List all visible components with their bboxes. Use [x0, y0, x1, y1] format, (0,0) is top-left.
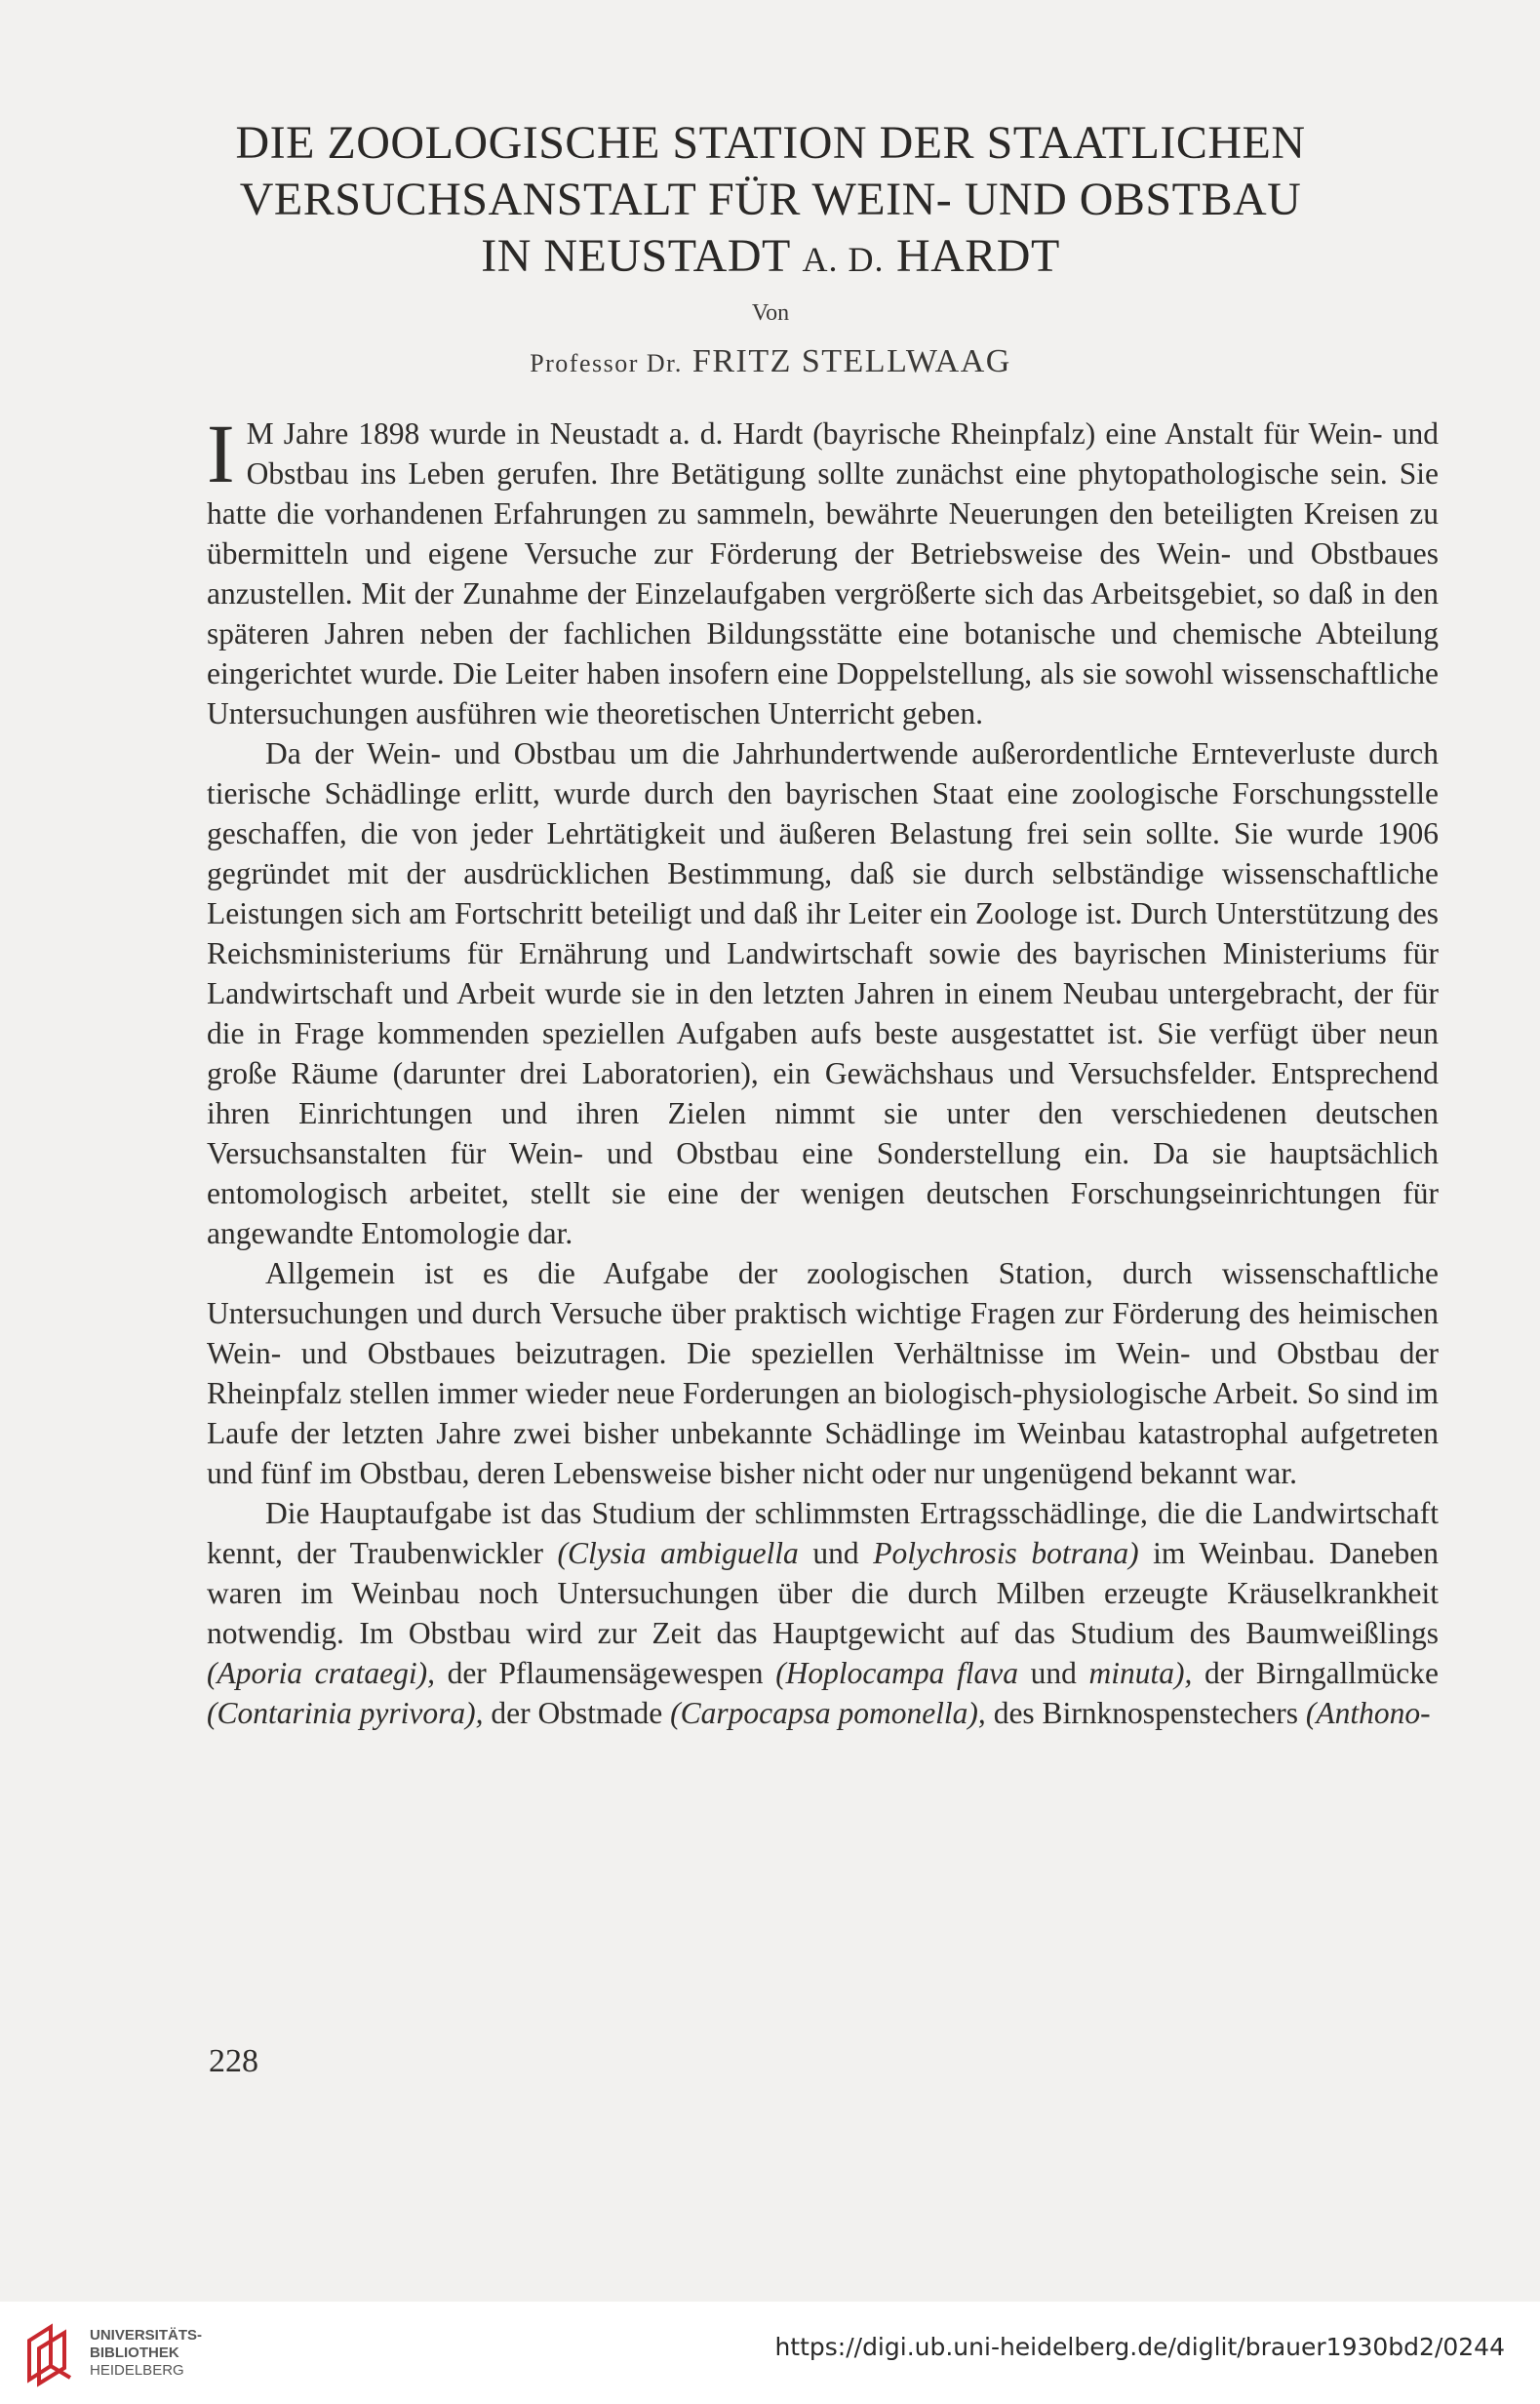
p4-text-b: und	[798, 1536, 874, 1570]
source-url-link[interactable]: https://digi.ub.uni-heidelberg.de/diglit/brauer1930bd2/0244	[774, 2333, 1505, 2361]
p4-species-3: (Aporia crataegi),	[207, 1656, 435, 1690]
p4-text-f: der Birngallmücke	[1192, 1656, 1440, 1690]
viewer-footer	[0, 2302, 1540, 2404]
page-number: 228	[209, 2043, 258, 2079]
library-name-line-2: BIBLIOTHEK	[90, 2345, 179, 2361]
drop-cap: I	[207, 407, 235, 500]
paragraph-1	[207, 407, 1439, 733]
p4-text-d: der Pflaumensägewespen	[434, 1656, 776, 1690]
p4-text-h: des Birnknospenstechers	[985, 1696, 1306, 1730]
p4-species-2: Polychrosis botrana)	[873, 1536, 1139, 1570]
article-title	[146, 115, 1395, 288]
p4-species-7: (Carpocapsa pomonella),	[670, 1696, 986, 1730]
paragraph-1-text: M Jahre 1898 wurde in Neustadt a. d. Hardt (bayrische Rheinpfalz) eine Anstalt für Wein- und Obstbau ins Leben gerufen. Ihre Betätigung sollte zunächst eine phytopathologische sein. Sie hatte die vorhandenen Erfahrungen zu sammeln, bewährte Neuerungen den beteiligten Kreisen zu übermitteln und eigene Versuche zur Förderung der Betriebsweise des Wein- und Obstbaues anzustellen. Mit der Zunahme der Einzelaufgaben vergrößerte sich das Arbeitsgebiet, so daß in den späteren Jahren neben der fachlichen Bildungsstätte eine botanische und chemische Abteilung eingerichtet wurde. Die Leiter haben insofern eine Doppelstellung, als sie sowohl wissenschaftliche Untersuchungen ausführen wie theoretischen Unterricht geben.	[207, 416, 1439, 730]
byline-author	[146, 343, 1395, 380]
p4-text-c: im Weinbau. Daneben waren im Weinbau noch Untersuchungen über die durch Milben erzeugte Kräuselkrankheit notwendig. Im Obstbau wird zur Zeit das Hauptgewicht auf das Studium des Baumweißlings	[207, 1536, 1439, 1650]
library-name	[90, 2327, 202, 2380]
article-body	[207, 407, 1440, 1733]
title-line-3	[146, 228, 1395, 288]
ub-heidelberg-logo-icon	[21, 2319, 78, 2387]
p4-species-1: (Clysia ambiguella	[557, 1536, 799, 1570]
p4-species-6: (Contarinia pyrivora),	[207, 1696, 484, 1730]
p4-species-8: (Anthono-	[1305, 1696, 1431, 1730]
paragraph-4	[207, 1493, 1439, 1733]
library-name-line-1: UNIVERSITÄTS-	[90, 2327, 203, 2344]
author-prefix: Professor Dr.	[530, 349, 683, 377]
paragraph-3: Allgemein ist es die Aufgabe der zoologischen Station, durch wissenschaftliche Untersuchungen und durch Versuche über praktisch wichtige Fragen zur Förderung des heimischen Wein- und Obstbaues beizutragen. Die speziellen Verhältnisse im Wein- und Obstbau der Rheinpfalz stellen immer wieder neue Forderungen an biologisch-physiologische Arbeit. So sind im Laufe der letzten Jahre zwei bisher unbekannte Schädlinge im Weinbau katastrophal aufgetreten und fünf im Obstbau, deren Lebensweise bisher nicht oder nur ungenügend bekannt war.	[207, 1256, 1439, 1490]
paragraph-2: Da der Wein- und Obstbau um die Jahrhundertwende außerordentliche Ernteverluste durch tierische Schädlinge erlitt, wurde durch den bayrischen Staat eine zoologische Forschungsstelle geschaffen, die von jeder Lehrtätigkeit und äußeren Belastung frei sein sollte. Sie wurde 1906 gegründet mit der ausdrücklichen Bestimmung, daß sie durch selbständige wissenschaftliche Leistungen sich am Fortschritt beteiligt und daß ihr Leiter ein Zoologe ist. Durch Unterstützung des Reichsministeriums für Ernährung und Landwirtschaft sowie des bayrischen Ministeriums für Landwirtschaft und Arbeit wurde sie in den letzten Jahren in einem Neubau untergebracht, der für die in Frage kommenden speziellen Aufgaben aufs beste ausgestattet ist. Sie verfügt über neun große Räume (darunter drei Laboratorien), ein Gewächshaus und Versuchsfelder. Entsprechend ihren Einrichtungen und ihren Zielen nimmt sie unter den verschiedenen deutschen Versuchsanstalten für Wein- und Obstbau eine Sonderstellung ein. Da sie hauptsächlich entomologisch arbeitet, stellt sie eine der wenigen deutschen Forschungseinrichtungen für angewandte Entomologie dar.	[207, 736, 1439, 1250]
p4-species-5: minuta),	[1088, 1656, 1193, 1690]
title-line-1: DIE ZOOLOGISCHE STATION DER STAATLICHEN	[235, 117, 1306, 169]
byline-von: Von	[751, 300, 790, 326]
library-name-line-3: HEIDELBERG	[90, 2362, 184, 2379]
p4-text-g: der Obstmade	[483, 1696, 671, 1730]
p4-text-a: Die Hauptaufgabe ist das Studium der schlimmsten Ertragsschädlinge, die die Landwirtschaft kennt, der Traubenwickler	[207, 1496, 1439, 1570]
author-name: FRITZ STELLWAAG	[691, 343, 1011, 379]
title-line-3-main: IN NEUSTADT	[481, 230, 803, 282]
p4-species-4: (Hoplocampa flava	[775, 1656, 1019, 1690]
p4-text-e: und	[1018, 1656, 1089, 1690]
title-line-2: VERSUCHSANSTALT FÜR WEIN- UND OBSTBAU	[239, 174, 1302, 225]
title-line-3-small: A. D.	[802, 240, 885, 279]
title-line-3-end: HARDT	[884, 230, 1060, 282]
